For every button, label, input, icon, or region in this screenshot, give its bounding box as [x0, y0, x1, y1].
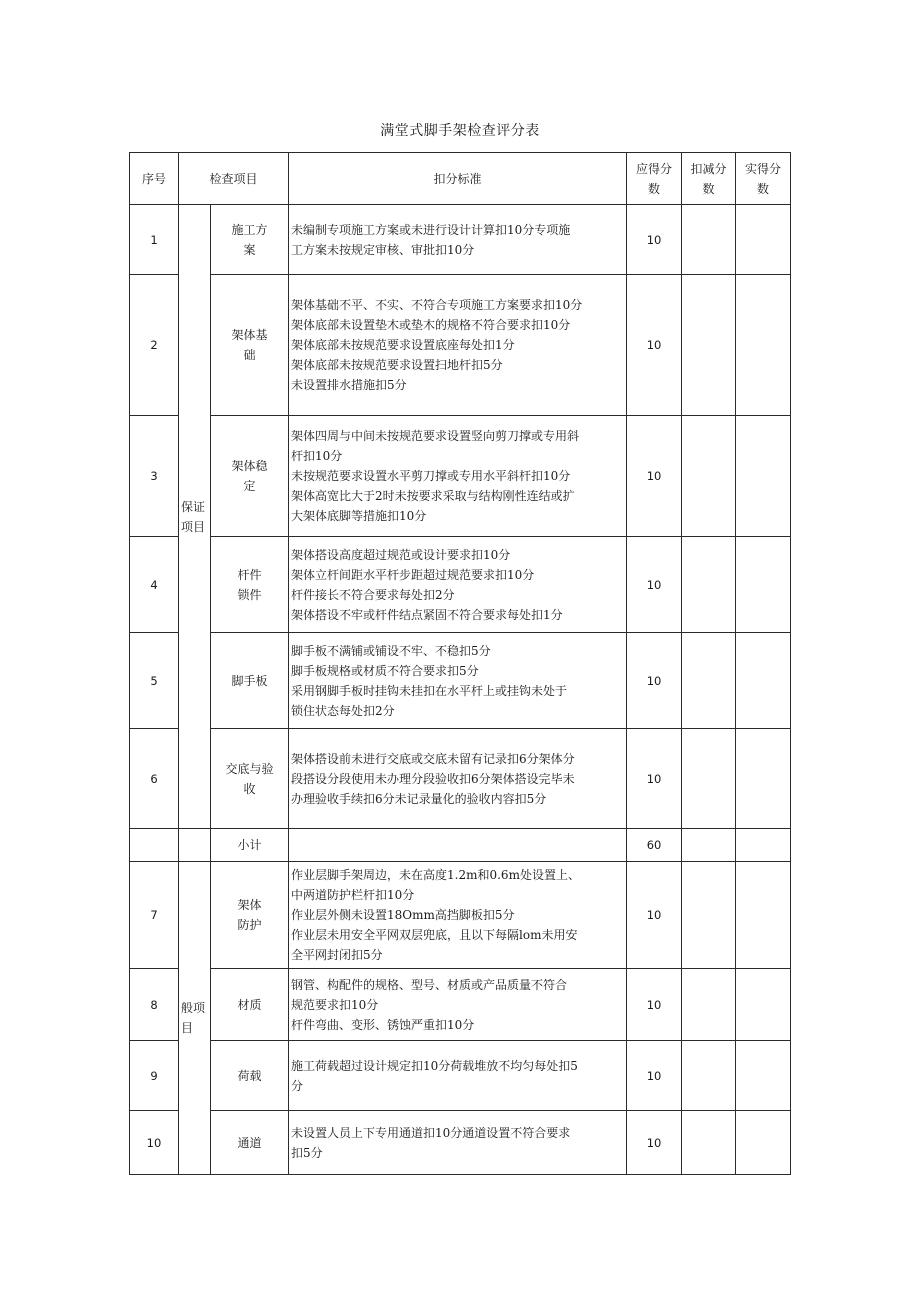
table-row [130, 969, 791, 1041]
row-should-score: 10 [627, 729, 682, 829]
row-actual-cell [736, 862, 791, 969]
row-seq: 8 [130, 969, 179, 1041]
header-seq: 序号 [130, 153, 179, 205]
header-row [130, 153, 791, 205]
standard-line: 脚手板不满铺或铺设不牢、不稳扣5分 [291, 643, 491, 658]
table-row [130, 633, 791, 729]
row-standard [289, 416, 627, 537]
row-deduct-cell [682, 862, 736, 969]
row-actual-cell [736, 416, 791, 537]
row-item [211, 862, 289, 969]
row-should-score: 10 [627, 1111, 682, 1175]
standard-line: 架体搭设不牢或杆件结点紧固不符合要求每处扣1分 [291, 607, 563, 622]
item-line: 施工方 [231, 222, 268, 237]
row-deduct-cell [682, 969, 736, 1041]
row-actual-cell [736, 729, 791, 829]
table-row [130, 1041, 791, 1111]
row-item [211, 633, 289, 729]
standard-line: 架体底部未按规范要求设置底座每处扣1分 [291, 338, 515, 352]
group-label-line: 项目 [181, 519, 206, 534]
row-standard [289, 205, 627, 275]
standard-line: 架体搭设前未进行交底或交底未留有记录扣6分架体分 [291, 751, 575, 766]
group-label-line: 保证 [181, 499, 206, 514]
row-item [211, 729, 289, 829]
row-deduct-cell [682, 1111, 736, 1175]
row-actual-cell [736, 829, 791, 862]
row-item [211, 1111, 289, 1175]
row-should-score: 10 [627, 969, 682, 1041]
header-deduct [682, 153, 736, 205]
standard-line: 工方案未按规定审核、审批扣10分 [291, 242, 475, 257]
row-seq: 6 [130, 729, 179, 829]
standard-line: 全平网封闭扣5分 [291, 948, 383, 962]
group-guarantee [179, 205, 211, 829]
table-row [130, 862, 791, 969]
row-seq: 3 [130, 416, 179, 537]
row-deduct-cell [682, 729, 736, 829]
table-row [130, 1111, 791, 1175]
row-should-score: 60 [627, 829, 682, 862]
row-actual-cell [736, 275, 791, 416]
standard-line: 中两道防护栏杆扣10分 [291, 888, 415, 902]
item-line: 交底与验 [225, 761, 274, 776]
row-actual-cell [736, 537, 791, 633]
standard-line: 作业层外侧未设置18Omm高挡脚板扣5分 [291, 908, 515, 922]
standard-line: 分 [291, 1078, 304, 1093]
row-should-score: 10 [627, 633, 682, 729]
standard-line: 架体立杆间距水平杆步距超过规范要求扣10分 [291, 567, 535, 582]
standard-line: 锁住状态每处扣2分 [291, 703, 395, 718]
standard-line: 施工荷载超过设计规定扣10分荷载堆放不均匀每处扣5 [291, 1058, 578, 1073]
row-standard [289, 969, 627, 1041]
header-line: 实得分 [745, 161, 782, 176]
header-line: 扣减分 [690, 161, 727, 176]
standard-line: 架体底部未按规范要求设置扫地杆扣5分 [291, 358, 503, 372]
score-table [129, 152, 791, 1175]
row-seq: 10 [130, 1111, 179, 1175]
item-line: 定 [243, 479, 256, 493]
header-line: 数 [702, 181, 715, 196]
table-row [130, 275, 791, 416]
row-item [211, 969, 289, 1041]
standard-line: 杆扣10分 [291, 449, 343, 463]
row-item [211, 205, 289, 275]
header-standard: 扣分标准 [289, 153, 627, 205]
standard-line: 未编制专项施工方案或未进行设计计算扣10分专项施 [291, 222, 571, 237]
row-standard [289, 275, 627, 416]
standard-line: 办理验收手续扣6分未记录量化的验收内容扣5分 [291, 791, 547, 806]
item-line: 架体稳 [231, 459, 268, 473]
table-row [130, 537, 791, 633]
group-general [179, 862, 211, 1175]
table-row [130, 416, 791, 537]
row-item [211, 275, 289, 416]
row-standard [289, 1111, 627, 1175]
item-line: 杆件 [237, 567, 262, 582]
row-seq: 4 [130, 537, 179, 633]
standard-line: 段搭设分段使用未办理分段验收扣6分架体搭设完毕未 [291, 771, 575, 786]
row-standard [289, 862, 627, 969]
header-should-score [627, 153, 682, 205]
header-actual [736, 153, 791, 205]
standard-line: 作业层未用安全平网双层兜底，且以下每隔lom未用安 [291, 928, 578, 942]
standard-line: 未设置人员上下专用通道扣10分通道设置不符合要求 [291, 1125, 571, 1140]
item-line: 脚手板 [231, 673, 268, 688]
header-item: 检查项目 [179, 153, 289, 205]
row-deduct-cell [682, 1041, 736, 1111]
standard-line: 未按规范要求设置水平剪刀撑或专用水平斜杆扣10分 [291, 469, 571, 483]
row-should-score: 10 [627, 275, 682, 416]
standard-line: 架体搭设高度超过规范或设计要求扣10分 [291, 547, 511, 562]
standard-line: 钢管、构配件的规格、型号、材质或产品质量不符合 [291, 977, 568, 992]
row-deduct-cell [682, 416, 736, 537]
standard-line: 未设置排水措施扣5分 [291, 378, 407, 392]
page-title: 满堂式脚手架检查评分表 [380, 123, 540, 139]
row-should-score: 10 [627, 862, 682, 969]
standard-line: 架体底部未设置垫木或垫木的规格不符合要求扣10分 [291, 318, 571, 332]
row-seq: 2 [130, 275, 179, 416]
row-should-score: 10 [627, 537, 682, 633]
standard-line: 架体四周与中间未按规范要求设置竖向剪刀撑或专用斜 [291, 429, 580, 443]
item-line: 通道 [237, 1135, 262, 1150]
row-deduct-cell [682, 205, 736, 275]
item-line: 架体基 [231, 328, 268, 342]
header-line: 数 [648, 181, 661, 196]
standard-line: 扣5分 [291, 1145, 323, 1160]
row-seq [130, 829, 179, 862]
standard-line: 采用钢脚手板时挂钩未挂扣在水平杆上或挂钩未处于 [291, 683, 568, 698]
item-line: 小计 [237, 838, 262, 852]
row-item [211, 829, 289, 862]
standard-line: 架体基础不平、不实、不符合专项施工方案要求扣10分 [291, 298, 583, 312]
standard-line: 架体高宽比大于2时未按要求采取与结构刚性连结或扩 [291, 489, 575, 503]
item-line: 础 [243, 348, 256, 362]
item-line: 案 [243, 242, 256, 257]
header-line: 数 [757, 181, 770, 196]
row-actual-cell [736, 633, 791, 729]
row-should-score: 10 [627, 416, 682, 537]
row-item [211, 537, 289, 633]
row-standard [289, 1041, 627, 1111]
row-actual-cell [736, 1111, 791, 1175]
standard-line: 规范要求扣10分 [291, 997, 379, 1012]
standard-line: 杆件接长不符合要求每处扣2分 [291, 587, 455, 602]
header-line: 应得分 [636, 161, 673, 176]
item-line: 防护 [237, 918, 262, 932]
row-seq: 1 [130, 205, 179, 275]
group-label-line: 目 [181, 1021, 194, 1035]
item-line: 材质 [237, 997, 262, 1012]
row-actual-cell [736, 969, 791, 1041]
row-standard [289, 829, 627, 862]
table-row [130, 729, 791, 829]
row-group-cell [179, 829, 211, 862]
standard-line: 大架体底脚等措施扣10分 [291, 509, 427, 523]
item-line: 架体 [237, 898, 262, 912]
standard-line: 杆件弯曲、变形、锈蚀严重扣10分 [291, 1017, 475, 1032]
row-deduct-cell [682, 537, 736, 633]
row-item [211, 1041, 289, 1111]
item-line: 收 [243, 781, 256, 796]
row-actual-cell [736, 205, 791, 275]
row-seq: 9 [130, 1041, 179, 1111]
standard-line: 作业层脚手架周边，未在高度1.2m和0.6m处设置上、 [291, 868, 580, 882]
group-label-line: 般项 [181, 1001, 206, 1015]
row-should-score: 10 [627, 1041, 682, 1111]
row-standard [289, 729, 627, 829]
row-should-score: 10 [627, 205, 682, 275]
row-standard [289, 537, 627, 633]
item-line: 荷载 [237, 1068, 262, 1083]
row-deduct-cell [682, 633, 736, 729]
item-line: 锁件 [237, 587, 262, 602]
row-deduct-cell [682, 829, 736, 862]
row-standard [289, 633, 627, 729]
row-seq: 7 [130, 862, 179, 969]
table-row [130, 205, 791, 275]
row-deduct-cell [682, 275, 736, 416]
row-item [211, 416, 289, 537]
subtotal-row [130, 829, 791, 862]
row-seq: 5 [130, 633, 179, 729]
row-actual-cell [736, 1041, 791, 1111]
standard-line: 脚手板规格或材质不符合要求扣5分 [291, 663, 479, 678]
